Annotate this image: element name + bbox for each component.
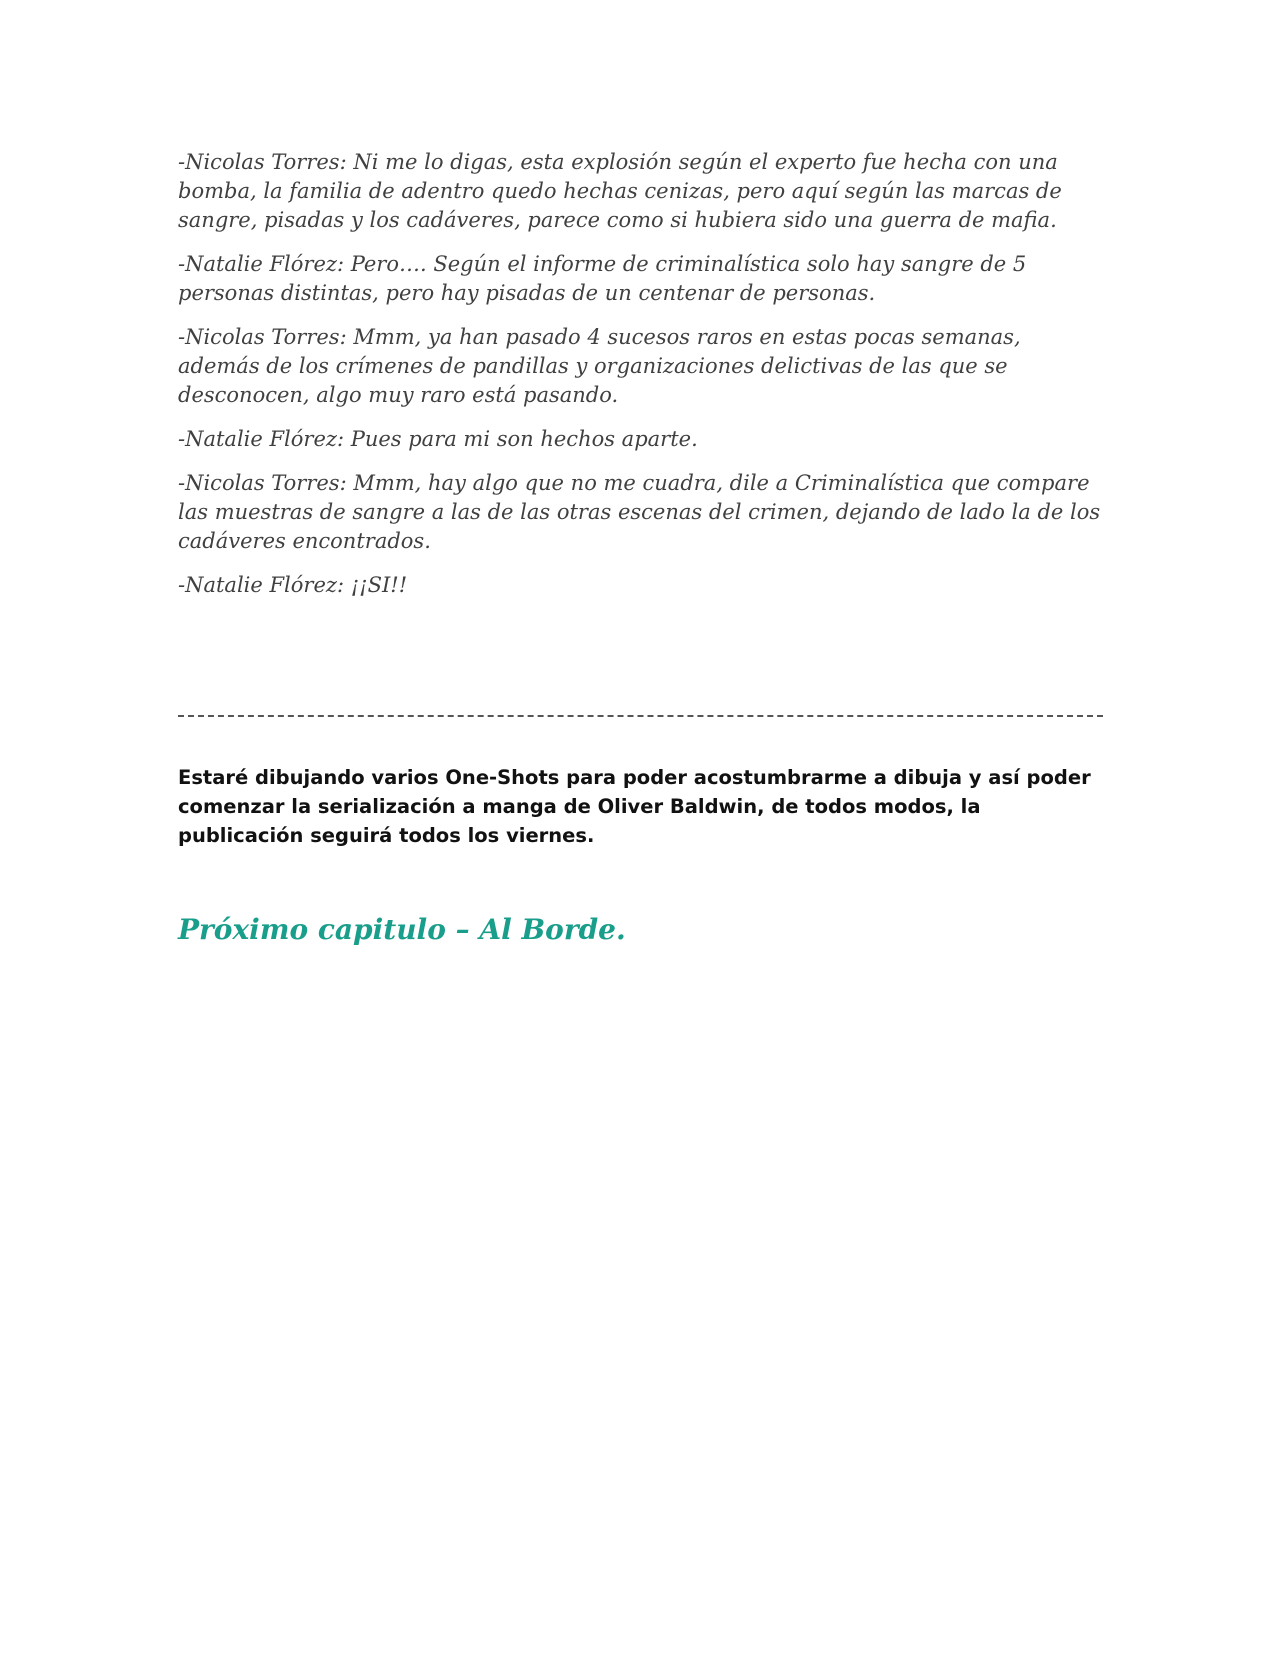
dialogue-line: -Nicolas Torres: Mmm, hay algo que no me cuadra, dile a Criminalística que compare las muestras de sangre a las de las otras escenas del crimen, dejando de lado la de los cadáveres encontrados.: [178, 471, 1101, 553]
dialogue-line: -Natalie Flórez: ¡¡SI!!: [178, 573, 408, 597]
dialogue-section: [178, 148, 1103, 615]
author-note: Estaré dibujando varios One-Shots para poder acostumbrarme a dibuja y así poder comenzar la serialización a manga de Oliver Baldwin, de todos modos, la publicación seguirá todos los viernes.: [178, 766, 1091, 847]
dialogue-line: -Natalie Flórez: Pero…. Según el informe de criminalística solo hay sangre de 5 personas distintas, pero hay pisadas de un centenar de personas.: [178, 252, 1027, 305]
dashed-separator: [178, 715, 1103, 717]
dialogue-line: -Nicolas Torres: Ni me lo digas, esta explosión según el experto fue hecha con una bomba, la familia de adentro quedo hechas cenizas, pero aquí según las marcas de sangre, pisadas y los cadáveres, parece como si hubiera sido una guerra de mafia.: [178, 150, 1062, 232]
next-chapter-heading: Próximo capitulo – Al Borde.: [178, 913, 626, 946]
dialogue-line: -Nicolas Torres: Mmm, ya han pasado 4 sucesos raros en estas pocas semanas, además de los crímenes de pandillas y organizaciones delictivas de las que se desconocen, algo muy raro está pasando.: [178, 325, 1021, 407]
dialogue-line: -Natalie Flórez: Pues para mi son hechos aparte.: [178, 427, 698, 451]
